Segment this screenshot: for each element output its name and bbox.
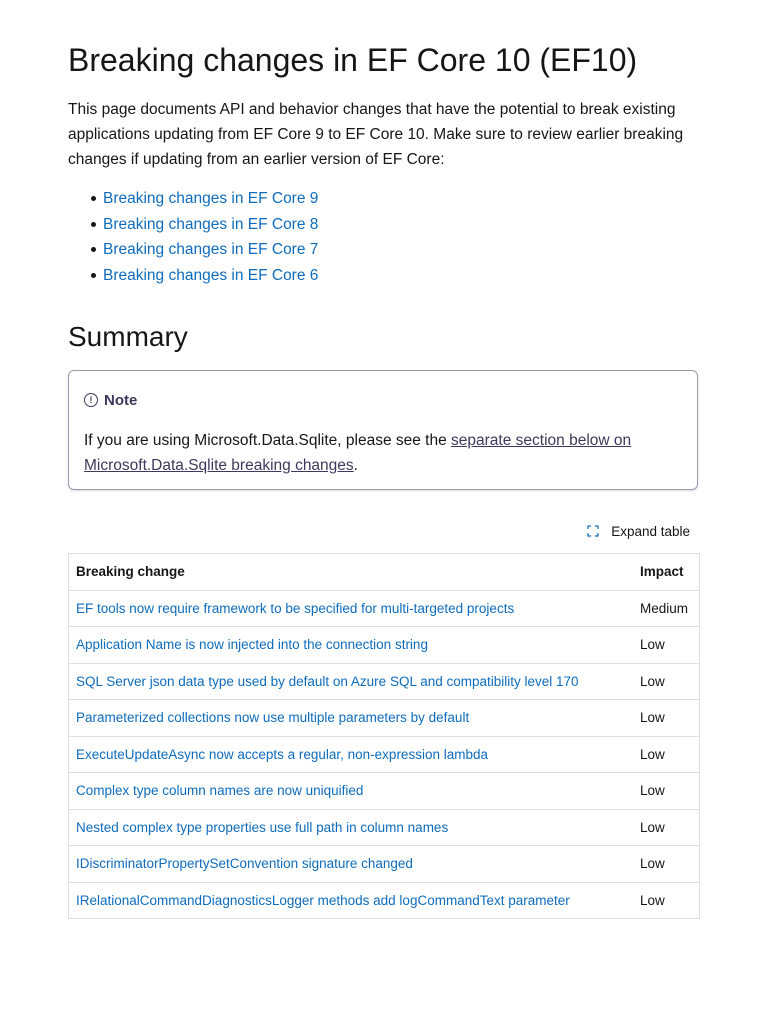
expand-icon [587, 525, 599, 537]
column-header-change: Breaking change [69, 554, 634, 591]
change-cell [69, 663, 634, 700]
change-cell [69, 773, 634, 810]
column-header-impact: Impact [633, 554, 700, 591]
table-row [69, 700, 700, 737]
change-cell [69, 736, 634, 773]
summary-heading: Summary [68, 321, 188, 352]
change-link[interactable]: IDiscriminatorPropertySetConvention signature changed [76, 856, 413, 872]
earlier-versions-list [68, 186, 318, 288]
table-row [69, 627, 700, 664]
note-body [84, 428, 684, 478]
intro-paragraph: This page documents API and behavior changes that have the potential to break existing applications updating from EF Core 9 to EF Core 10. Make sure to review earlier breaking changes if updating from an earlier version of EF Core: [68, 101, 684, 168]
info-icon: ! [84, 393, 98, 407]
change-cell [69, 700, 634, 737]
expand-table-button[interactable] [587, 520, 690, 542]
table-row [69, 590, 700, 627]
list-item [68, 186, 318, 212]
impact-cell: Low [633, 809, 700, 846]
change-link[interactable]: ExecuteUpdateAsync now accepts a regular, non-expression lambda [76, 746, 488, 762]
table-row [69, 773, 700, 810]
page-title: Breaking changes in EF Core 10 (EF10) [68, 42, 638, 78]
change-cell [69, 846, 634, 883]
expand-table-label: Expand table [611, 523, 690, 539]
note-title-label: Note [104, 391, 138, 409]
change-cell [69, 627, 634, 664]
table-row [69, 809, 700, 846]
table-row [69, 882, 700, 919]
change-link[interactable]: Parameterized collections now use multiple parameters by default [76, 710, 470, 726]
change-link[interactable]: EF tools now require framework to be specified for multi-targeted projects [76, 600, 515, 616]
change-cell [69, 590, 634, 627]
list-item [68, 263, 318, 289]
link-ef-core-8[interactable]: Breaking changes in EF Core 8 [103, 215, 319, 233]
impact-cell: Low [633, 700, 700, 737]
note-title [84, 389, 137, 411]
table-row [69, 736, 700, 773]
table-row [69, 846, 700, 883]
link-ef-core-7[interactable]: Breaking changes in EF Core 7 [103, 241, 319, 258]
impact-cell: Low [633, 882, 700, 919]
change-cell [69, 809, 634, 846]
change-link[interactable]: Application Name is now injected into the connection string [76, 637, 428, 653]
list-item [68, 237, 318, 263]
change-link[interactable]: Complex type column names are now uniquified [76, 783, 364, 799]
table-row [69, 663, 700, 700]
impact-cell: Low [633, 627, 700, 664]
impact-cell: Low [633, 663, 700, 700]
sqlite-section-link[interactable]: separate section below on Microsoft.Data.Sqlite breaking changes [84, 432, 632, 474]
list-item [68, 212, 318, 238]
change-link[interactable]: IRelationalCommandDiagnosticsLogger methods add logCommandText parameter [76, 892, 570, 908]
link-ef-core-6[interactable]: Breaking changes in EF Core 6 [103, 266, 319, 284]
link-ef-core-9[interactable]: Breaking changes in EF Core 9 [103, 190, 319, 207]
note-text-before: If you are using Microsoft.Data.Sqlite, please see the [84, 432, 452, 449]
note-callout [68, 370, 698, 490]
impact-cell: Low [633, 773, 700, 810]
change-link[interactable]: SQL Server json data type used by default on Azure SQL and compatibility level 170 [76, 673, 579, 689]
impact-cell: Medium [633, 590, 700, 627]
impact-cell: Low [633, 736, 700, 773]
breaking-changes-table [68, 553, 700, 919]
table-header-row [69, 554, 700, 591]
note-text-after: . [353, 457, 358, 474]
change-cell [69, 882, 634, 919]
impact-cell: Low [633, 846, 700, 883]
change-link[interactable]: Nested complex type properties use full path in column names [76, 819, 449, 835]
